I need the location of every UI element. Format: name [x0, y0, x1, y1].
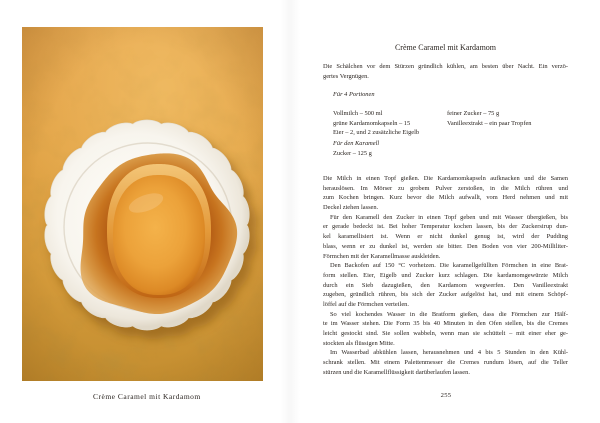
- method-paragraph: [323, 261, 568, 309]
- method-paragraph: [323, 213, 568, 261]
- photo-illustration: [22, 27, 263, 381]
- text-line: Den Backofen auf 150 °C vorheizen. Die karamellgefüllten Förmchen in eine Brat-: [330, 262, 568, 270]
- ingredient-item: Zucker – 125 g: [333, 150, 372, 157]
- text-line: blass, wenn er zu dunkel ist, werden sie bitter. Den Boden von vier 200-Milliliter-: [323, 242, 568, 250]
- text-line: herauslösen. Im Mörser zu grobem Pulver zerstoßen, in die Milch rühren und: [323, 184, 568, 192]
- method-paragraph: [323, 348, 568, 377]
- ingredients-right-column: [447, 109, 531, 128]
- text-line: So viel kochendes Wasser in die Bratform gießen, dass die Förmchen zur Hälf-: [330, 310, 568, 318]
- ingredient-item: Vanilleextrakt – ein paar Tropfen: [447, 119, 532, 127]
- text-line: leicht gestockt sind. Sie sollen wabbeln, wenn man sie schüttelt – mit einer eher ge-: [323, 330, 568, 337]
- text-line: Deckel ziehen lassen.: [323, 204, 379, 212]
- text-line: schrank stellen. Mit einem Palettenmesser die Cremes rundum lösen, auf die Teller: [323, 359, 568, 367]
- text-line: form stellen. Eier, Eigelb und Zucker kurz schlagen. Die kardamomgewürzte Milch: [323, 271, 568, 279]
- text-line: Für den Karamell den Zucker in einen Topf geben und mit Wasser übergießen, bis: [330, 213, 568, 221]
- text-line: stockten als flüssigen Mitte.: [323, 339, 395, 347]
- method-paragraph: [323, 174, 568, 213]
- text-line: durch ein Sieb dazugießen, den Kardamom wegwerfen. Den Vanilleextrakt: [323, 281, 568, 289]
- text-line: Die Schälchen vor dem Stürzen gründlich kühlen, am besten über Nacht. Ein verzö-: [323, 63, 568, 70]
- caramel-heading: Für den Karamell: [333, 140, 380, 147]
- method: [323, 174, 568, 377]
- text-line: zugeben, gründlich rühren, bis sich der Zucker aufgelöst hat, und mit einem Schöpf-: [323, 291, 568, 299]
- gutter-shadow: [280, 0, 300, 423]
- ingredients-left-column: [333, 109, 419, 138]
- text-line: kel karamellisiert ist. Wenn er nicht dunkel genug ist, wird der Pudding: [323, 233, 568, 241]
- text-line: löffel auf die Förmchen verteilen.: [323, 300, 409, 308]
- text-line: gertes Vergnügen.: [323, 72, 369, 80]
- recipe-photo: [22, 27, 263, 381]
- text-line: te im Wasser stehen. Die Form 35 bis 40 Minuten in den Ofen stellen, bis die Cremes: [323, 320, 568, 328]
- ingredient-item: Eier – 2, und 2 zusätzliche Eigelb: [333, 129, 420, 137]
- ingredient-item: Vollmilch – 500 ml: [333, 110, 383, 117]
- servings-heading: Für 4 Portionen: [333, 91, 375, 98]
- text-line: zum Kochen bringen. Kurz bevor die Milch aufwallt, vom Herd nehmen und mit: [323, 194, 568, 202]
- ingredient-item: grüne Kardamomkapseln – 15: [333, 119, 411, 127]
- recipe-intro: [323, 62, 568, 81]
- flan-top: [113, 175, 205, 295]
- text-line: Die Milch in einen Topf gießen. Die Kardamomkapseln aufknacken und die Samen: [323, 175, 568, 182]
- text-line: er gerade bedeckt ist. Bei hoher Temperatur kochen lassen, bis der Zuckersirup dun-: [323, 223, 568, 231]
- method-paragraph: [323, 310, 568, 349]
- text-line: stürzen und die Karamellflüssigkeit darüberlaufen lassen.: [323, 368, 470, 376]
- ingredient-item: feiner Zucker – 75 g: [447, 110, 500, 117]
- recipe-title: Crème Caramel mit Kardamom: [394, 43, 497, 52]
- page-number: 255: [440, 392, 452, 399]
- text-line: Im Wasserbad abkühlen lassen, herausnehmen und 4 bis 5 Stunden in den Kühl-: [330, 349, 568, 357]
- photo-caption: Crème Caramel mit Kardamom: [93, 392, 201, 401]
- text-line: Förmchen mit der Karamellmasse auskleiden.: [323, 252, 441, 260]
